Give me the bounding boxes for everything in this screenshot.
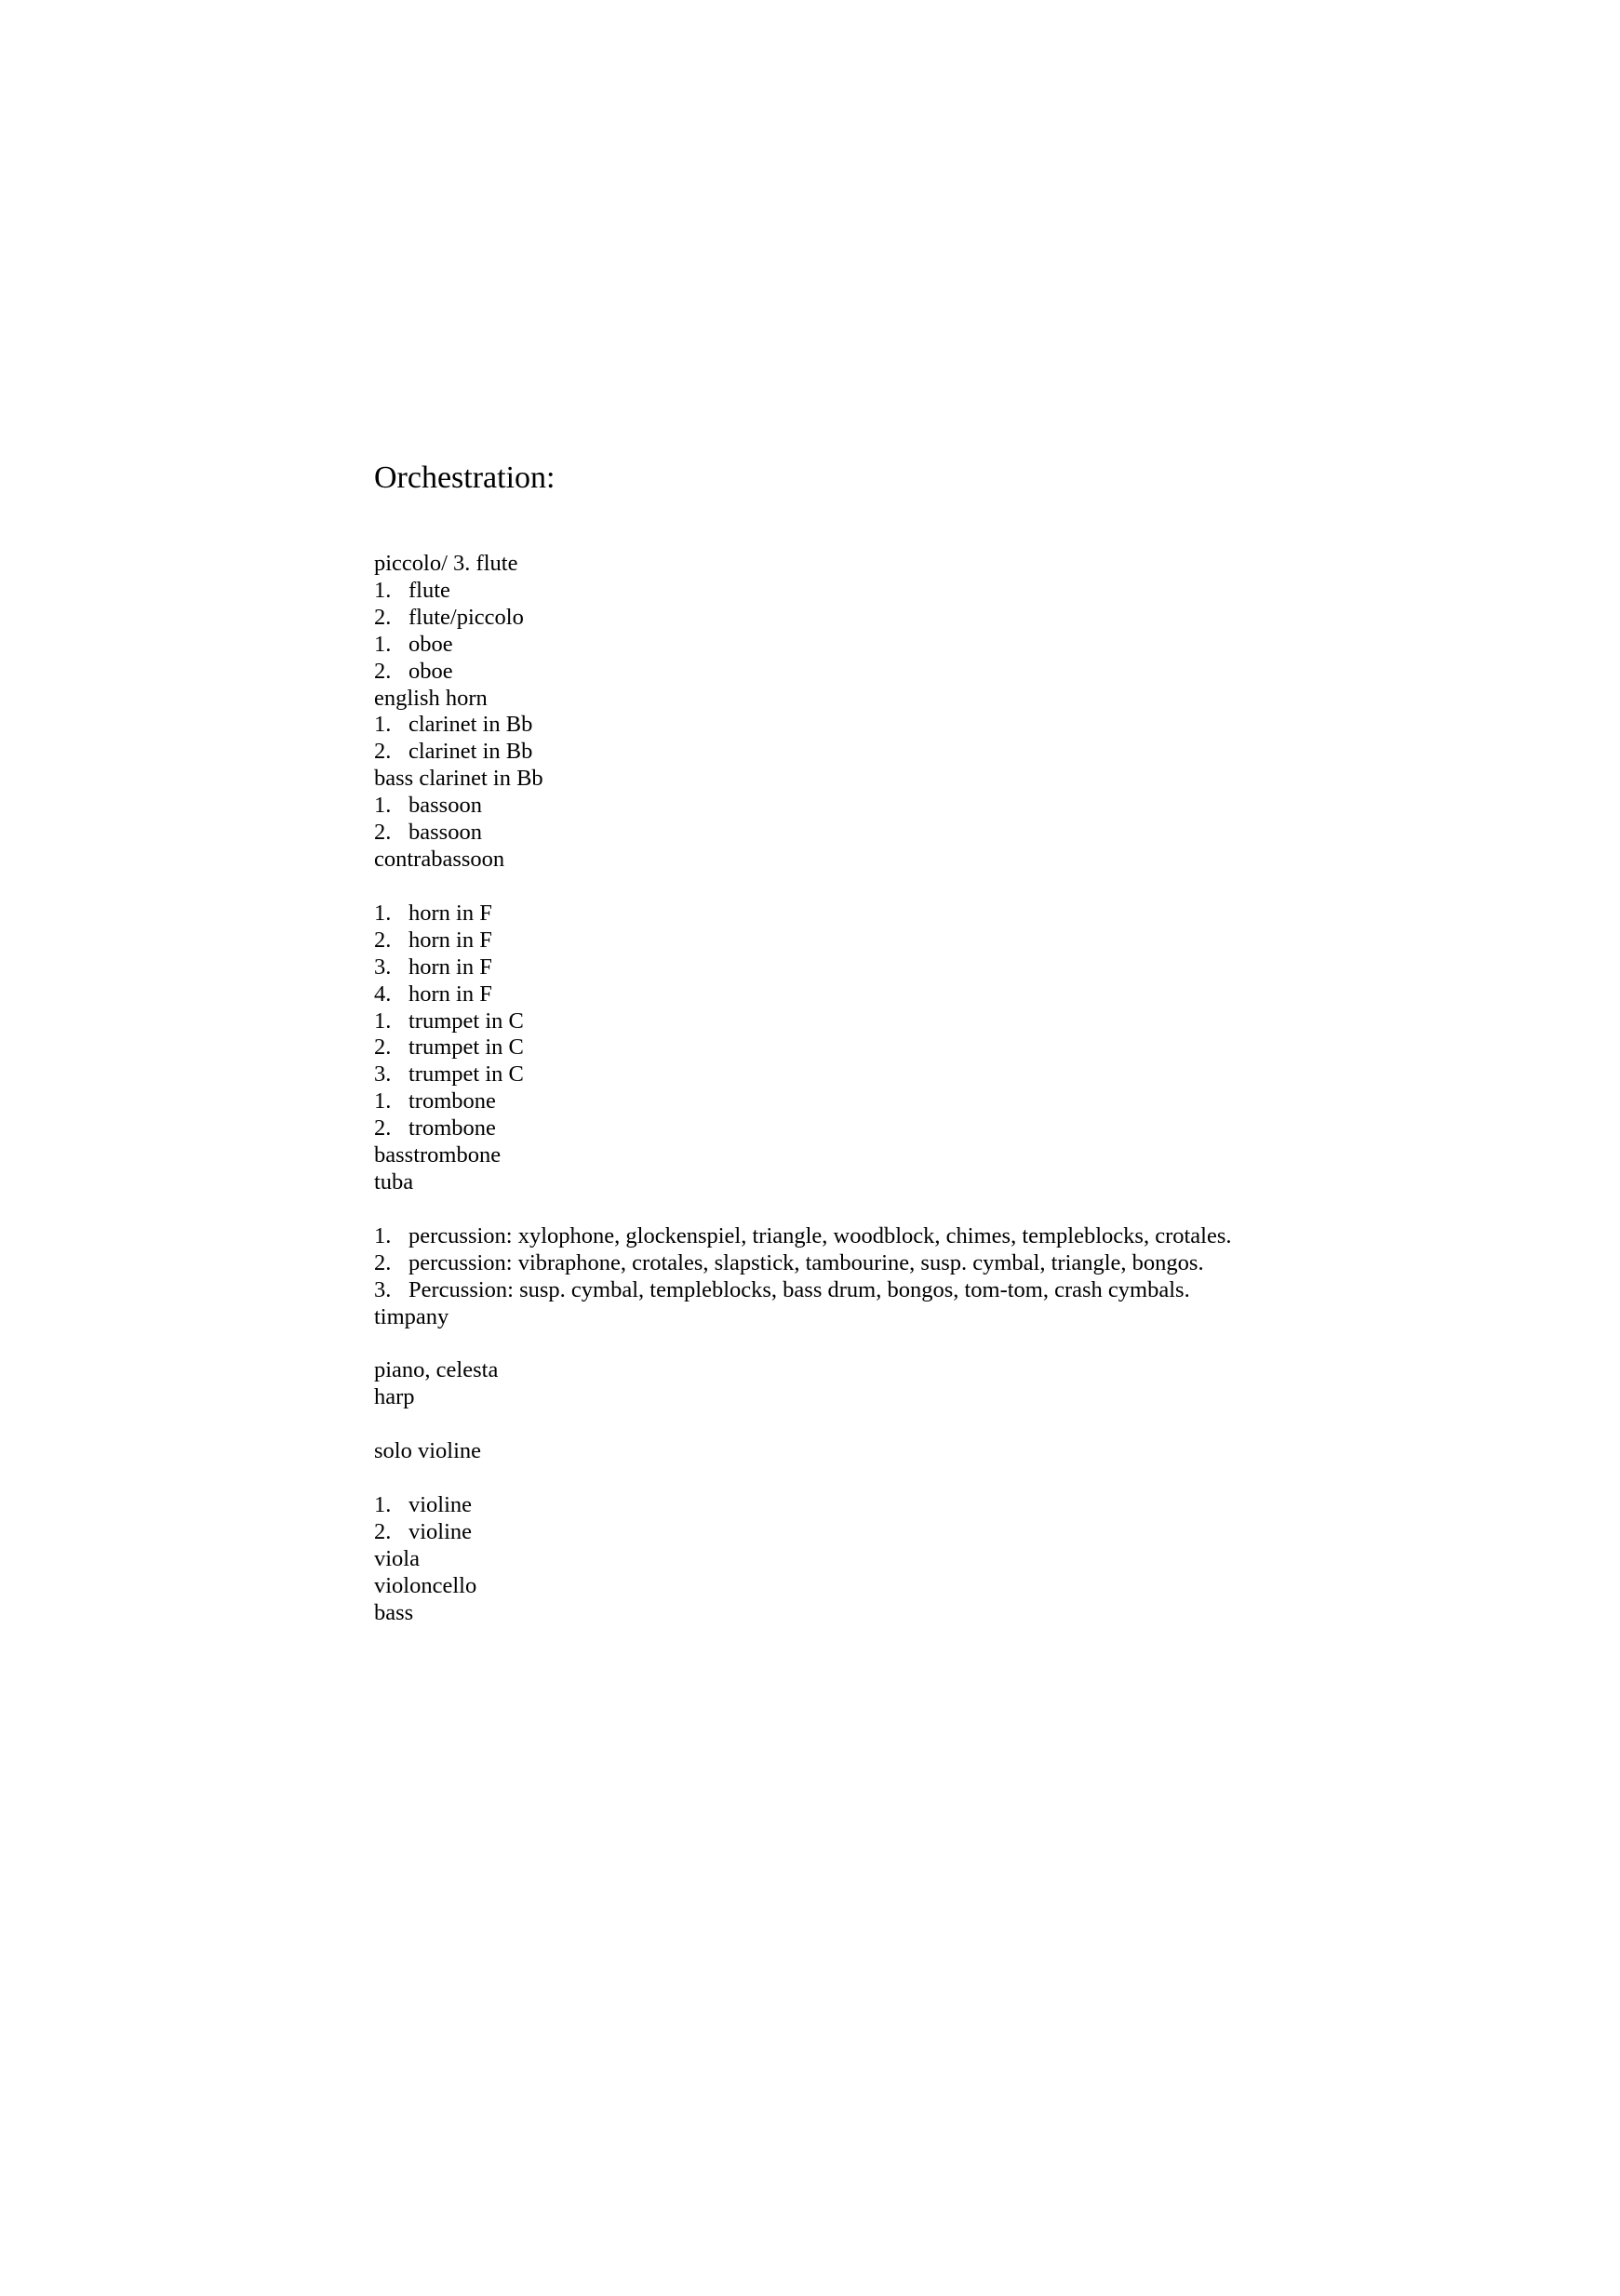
instrument-name: percussion: xylophone, glockenspiel, triangle, woodblock, chimes, templeblocks, crotales.: [408, 1222, 1232, 1248]
instrument-line: [374, 981, 1491, 1008]
instrument-group-strings: [374, 1492, 1491, 1627]
instrument-number: 2.: [374, 604, 392, 630]
instrument-number: 2.: [374, 739, 392, 765]
instrument-name: percussion: vibraphone, crotales, slapstick, tambourine, susp. cymbal, triangle, bongos.: [408, 1249, 1204, 1275]
instrument-name: english horn: [374, 685, 488, 711]
instrument-number: 1.: [374, 1222, 392, 1248]
instrument-line: [374, 1008, 1491, 1035]
instrument-line: [374, 1142, 1491, 1169]
instrument-name: horn in F: [408, 927, 492, 953]
instrument-line: [374, 1250, 1491, 1277]
instrument-number: 3.: [374, 954, 392, 980]
instrument-line: [374, 578, 1491, 605]
instrument-number: 2.: [374, 658, 392, 684]
instrument-line: [374, 820, 1491, 847]
instrument-group-percussion: [374, 1223, 1491, 1331]
document-title: Orchestration:: [374, 461, 556, 495]
instrument-name: bass: [374, 1599, 414, 1625]
instrument-number: 3.: [374, 1061, 392, 1088]
instrument-line: [374, 1304, 1491, 1331]
instrument-line: [374, 1492, 1491, 1519]
instrument-name: violine: [408, 1492, 473, 1518]
instrument-line: [374, 659, 1491, 686]
instrument-name: oboe: [408, 658, 453, 684]
instrument-name: viola: [374, 1546, 420, 1571]
instrument-name: bassoon: [408, 793, 482, 819]
instrument-number: 1.: [374, 712, 392, 738]
instrument-line: [374, 1088, 1491, 1115]
instrument-line: [374, 739, 1491, 766]
instrument-name: solo violine: [374, 1438, 482, 1464]
instrument-line: [374, 1519, 1491, 1546]
instrument-name: tuba: [374, 1168, 414, 1195]
instrument-name: clarinet in Bb: [408, 712, 533, 738]
instrument-name: Percussion: susp. cymbal, templeblocks, bass drum, bongos, tom-tom, crash cymbals.: [408, 1276, 1190, 1302]
instrument-line: [374, 1035, 1491, 1061]
instrument-name: timpany: [374, 1303, 449, 1329]
instrument-name: trumpet in C: [408, 1061, 524, 1088]
instrument-number: 2.: [374, 1035, 392, 1061]
instrument-name: harp: [374, 1384, 415, 1410]
instrument-line: [374, 1223, 1491, 1250]
instrument-group-solo: [374, 1438, 1491, 1465]
instrument-name: bassoon: [408, 820, 482, 846]
instrument-name: horn in F: [408, 981, 492, 1007]
instrument-name: horn in F: [408, 900, 492, 926]
instrument-line: [374, 1573, 1491, 1600]
instrument-line: [374, 1357, 1491, 1384]
instrument-line: [374, 1061, 1491, 1088]
instrument-line: [374, 1115, 1491, 1142]
instrument-line: [374, 954, 1491, 981]
instrument-number: 4.: [374, 981, 392, 1007]
instrument-line: [374, 928, 1491, 954]
instrument-line: [374, 766, 1491, 793]
instrument-line: [374, 551, 1491, 578]
instrument-name: trombone: [408, 1115, 496, 1141]
instrument-number: 1.: [374, 793, 392, 819]
instrument-line: [374, 632, 1491, 659]
instrument-groups: [374, 551, 1491, 1627]
instrument-line: [374, 1277, 1491, 1304]
instrument-line: [374, 712, 1491, 739]
instrument-number: 1.: [374, 900, 392, 926]
page-content: [374, 458, 1491, 1654]
instrument-name: oboe: [408, 631, 453, 657]
instrument-group-woodwinds: [374, 551, 1491, 874]
instrument-line: [374, 901, 1491, 928]
instrument-group-keyboards: [374, 1357, 1491, 1411]
instrument-line: [374, 686, 1491, 713]
instrument-number: 1.: [374, 1008, 392, 1034]
instrument-name: trumpet in C: [408, 1008, 524, 1034]
instrument-name: piano, celesta: [374, 1357, 499, 1383]
instrument-line: [374, 1600, 1491, 1627]
instrument-number: 3.: [374, 1276, 392, 1302]
instrument-number: 1.: [374, 631, 392, 657]
instrument-line: [374, 847, 1491, 874]
instrument-number: 2.: [374, 820, 392, 846]
instrument-line: [374, 605, 1491, 632]
instrument-name: trumpet in C: [408, 1035, 524, 1061]
instrument-name: horn in F: [408, 954, 492, 980]
instrument-number: 1.: [374, 1492, 392, 1518]
instrument-name: bass clarinet in Bb: [374, 766, 543, 792]
instrument-name: flute: [408, 577, 450, 603]
instrument-number: 1.: [374, 577, 392, 603]
instrument-number: 2.: [374, 927, 392, 953]
instrument-line: [374, 1438, 1491, 1465]
instrument-line: [374, 793, 1491, 820]
instrument-name: piccolo/ 3. flute: [374, 551, 518, 576]
instrument-name: clarinet in Bb: [408, 739, 533, 765]
instrument-number: 2.: [374, 1249, 392, 1275]
instrument-name: violoncello: [374, 1572, 477, 1598]
instrument-group-brass: [374, 901, 1491, 1196]
instrument-name: flute/piccolo: [408, 604, 524, 630]
instrument-name: trombone: [408, 1088, 496, 1115]
instrument-line: [374, 1384, 1491, 1411]
instrument-name: basstrombone: [374, 1142, 502, 1168]
instrument-number: 2.: [374, 1519, 392, 1545]
instrument-number: 1.: [374, 1088, 392, 1115]
instrument-number: 2.: [374, 1115, 392, 1141]
instrument-line: [374, 1546, 1491, 1573]
instrument-name: contrabassoon: [374, 846, 505, 872]
instrument-line: [374, 1169, 1491, 1196]
instrument-name: violine: [408, 1519, 473, 1545]
